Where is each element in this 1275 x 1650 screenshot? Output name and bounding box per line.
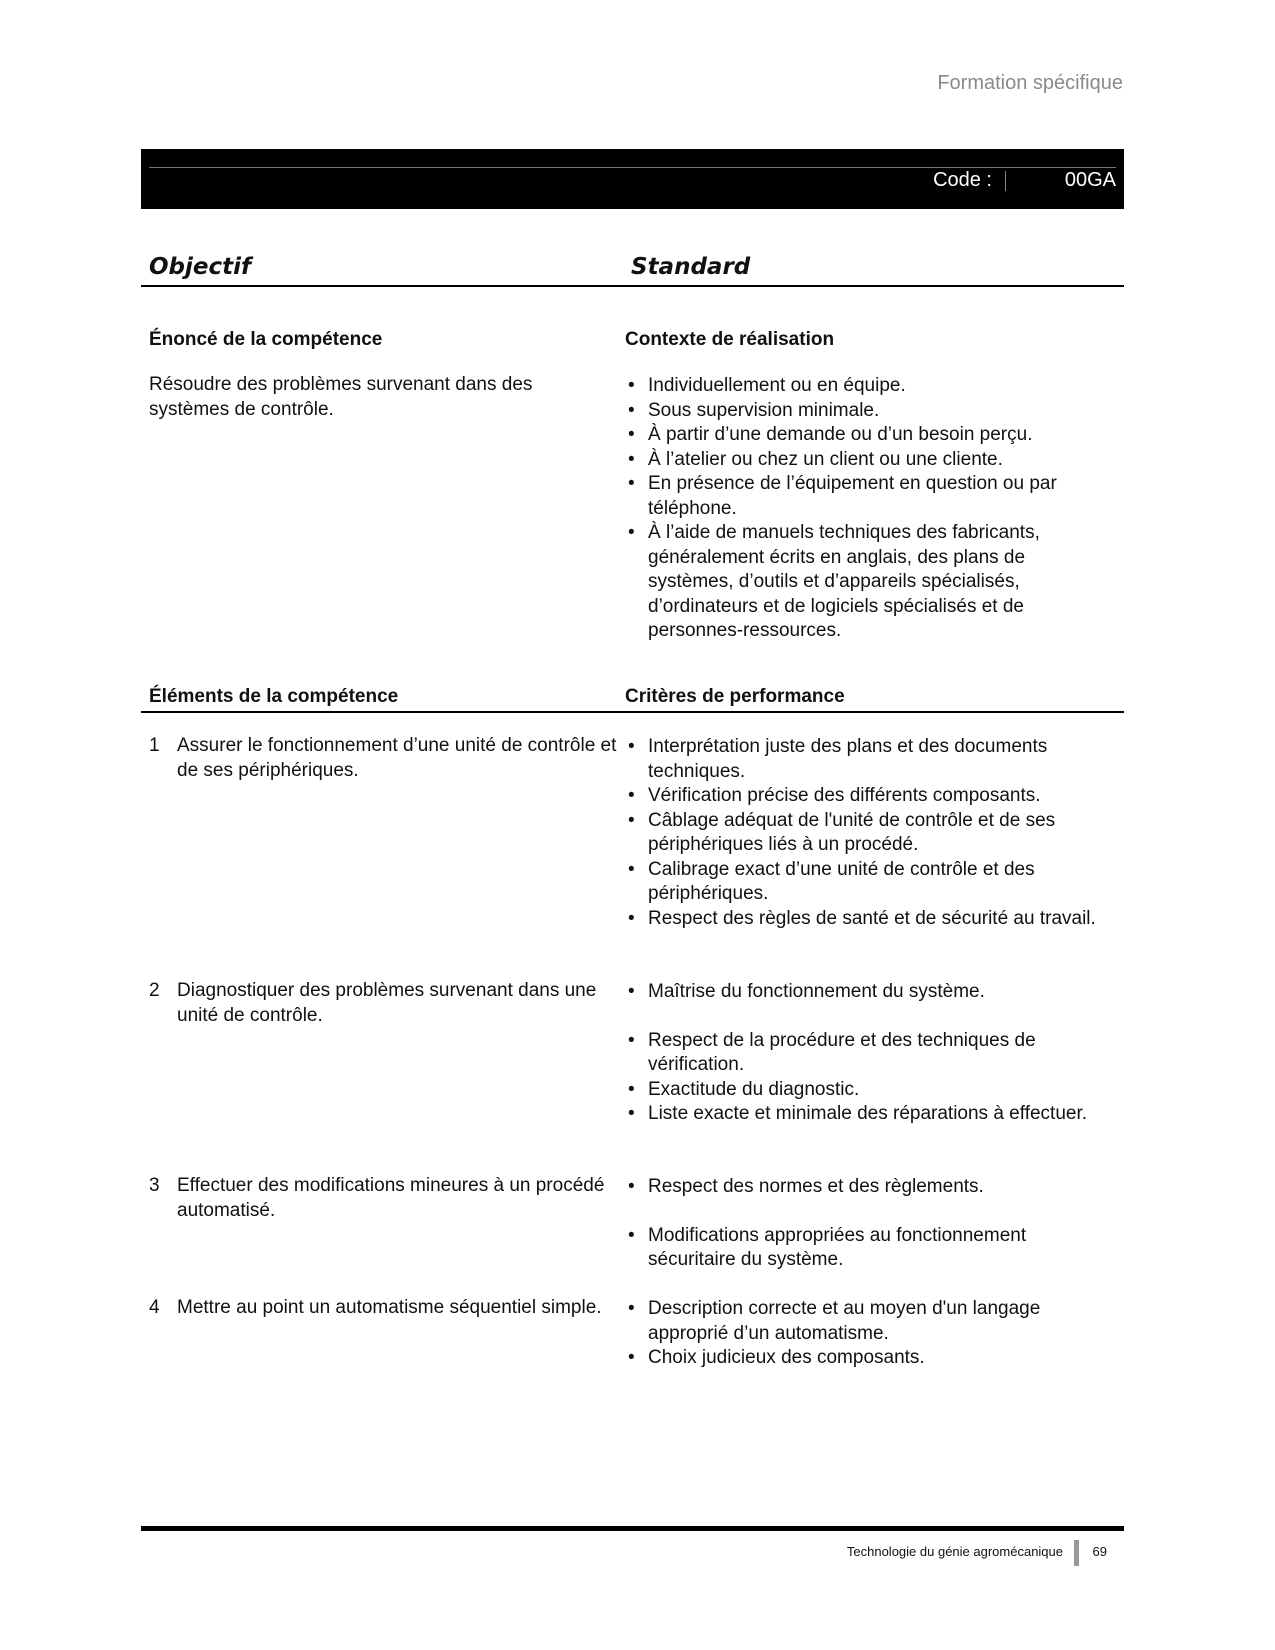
element-number: 2	[149, 980, 160, 1001]
list-item: • Description correcte et au moyen d'un langage approprié d’un automatisme.	[625, 1297, 1105, 1346]
column-heading-objectif: Objectif	[149, 254, 252, 280]
list-item: • Câblage adéquat de l'unité de contrôle et de ses périphériques liés à un procédé.	[625, 809, 1105, 858]
page-number: 69	[1092, 1544, 1107, 1559]
element-number: 4	[149, 1297, 160, 1318]
list-item: • En présence de l’équipement en question ou par téléphone.	[625, 472, 1095, 521]
list-item: • À l’atelier ou chez un client ou une cliente.	[625, 448, 1095, 473]
element-text: Mettre au point un automatisme séquentiel simple.	[177, 1297, 602, 1318]
code-bar-rule	[149, 167, 1116, 168]
footer-rule	[141, 1526, 1124, 1531]
elements-heading: Éléments de la compétence	[149, 686, 399, 707]
element-2	[149, 979, 627, 1028]
heading-rule	[141, 285, 1124, 287]
list-item: • Liste exacte et minimale des réparations à effectuer.	[625, 1102, 1105, 1127]
list-item: • Exactitude du diagnostic.	[625, 1078, 1105, 1103]
element-number: 1	[149, 735, 160, 756]
list-item: • Sous supervision minimale.	[625, 399, 1095, 424]
list-item: • Respect des normes et des règlements.	[625, 1175, 1105, 1200]
code-label: Code :	[933, 169, 992, 191]
footer-separator	[1074, 1540, 1079, 1566]
criteria-list-1	[625, 735, 1105, 931]
code-separator	[1005, 171, 1006, 191]
list-item: • Individuellement ou en équipe.	[625, 374, 1095, 399]
element-text: Diagnostiquer des problèmes survenant dans une unité de contrôle.	[177, 980, 597, 1026]
list-item: • Vérification précise des différents composants.	[625, 784, 1105, 809]
criteria-list-3	[625, 1175, 1105, 1273]
footer-title: Technologie du génie agromécanique	[846, 1544, 1063, 1559]
contexte-list	[625, 374, 1095, 644]
enonce-text: Résoudre des problèmes survenant dans des systèmes de contrôle.	[149, 374, 533, 420]
list-item: • Respect des règles de santé et de sécurité au travail.	[625, 907, 1105, 932]
list-item: • Choix judicieux des composants.	[625, 1346, 1105, 1371]
enonce-heading: Énoncé de la compétence	[149, 329, 383, 350]
section-rule	[141, 711, 1124, 713]
running-head: Formation spécifique	[937, 72, 1123, 94]
element-4	[149, 1296, 627, 1321]
element-text: Assurer le fonctionnement d’une unité de contrôle et de ses périphériques.	[177, 735, 617, 781]
list-item: • Calibrage exact d’une unité de contrôle et des périphériques.	[625, 858, 1105, 907]
list-item: • Interprétation juste des plans et des documents techniques.	[625, 735, 1105, 784]
element-1	[149, 734, 627, 783]
list-item: • Maîtrise du fonctionnement du système.	[625, 980, 1105, 1005]
list-item: • Respect de la procédure et des techniques de vérification.	[625, 1029, 1105, 1078]
list-item: • Modifications appropriées au fonctionnement sécuritaire du système.	[625, 1224, 1105, 1273]
contexte-heading: Contexte de réalisation	[625, 329, 835, 350]
criteria-list-2	[625, 980, 1105, 1127]
criteria-list-4	[625, 1297, 1105, 1371]
code-bar	[141, 149, 1124, 209]
criteres-heading: Critères de performance	[625, 686, 845, 707]
element-text: Effectuer des modifications mineures à un procédé automatisé.	[177, 1175, 605, 1221]
code-value: 00GA	[1064, 169, 1116, 191]
column-heading-standard: Standard	[631, 254, 751, 280]
element-number: 3	[149, 1175, 160, 1196]
element-3	[149, 1174, 627, 1223]
list-item: • À l’aide de manuels techniques des fabricants, généralement écrits en anglais, des plans de systèmes, d’outils et d’appareils spécialisés, d’ordinateurs et de logiciels spécialisés et de personnes-ressources.	[625, 521, 1095, 644]
list-item: • À partir d’une demande ou d’un besoin perçu.	[625, 423, 1095, 448]
